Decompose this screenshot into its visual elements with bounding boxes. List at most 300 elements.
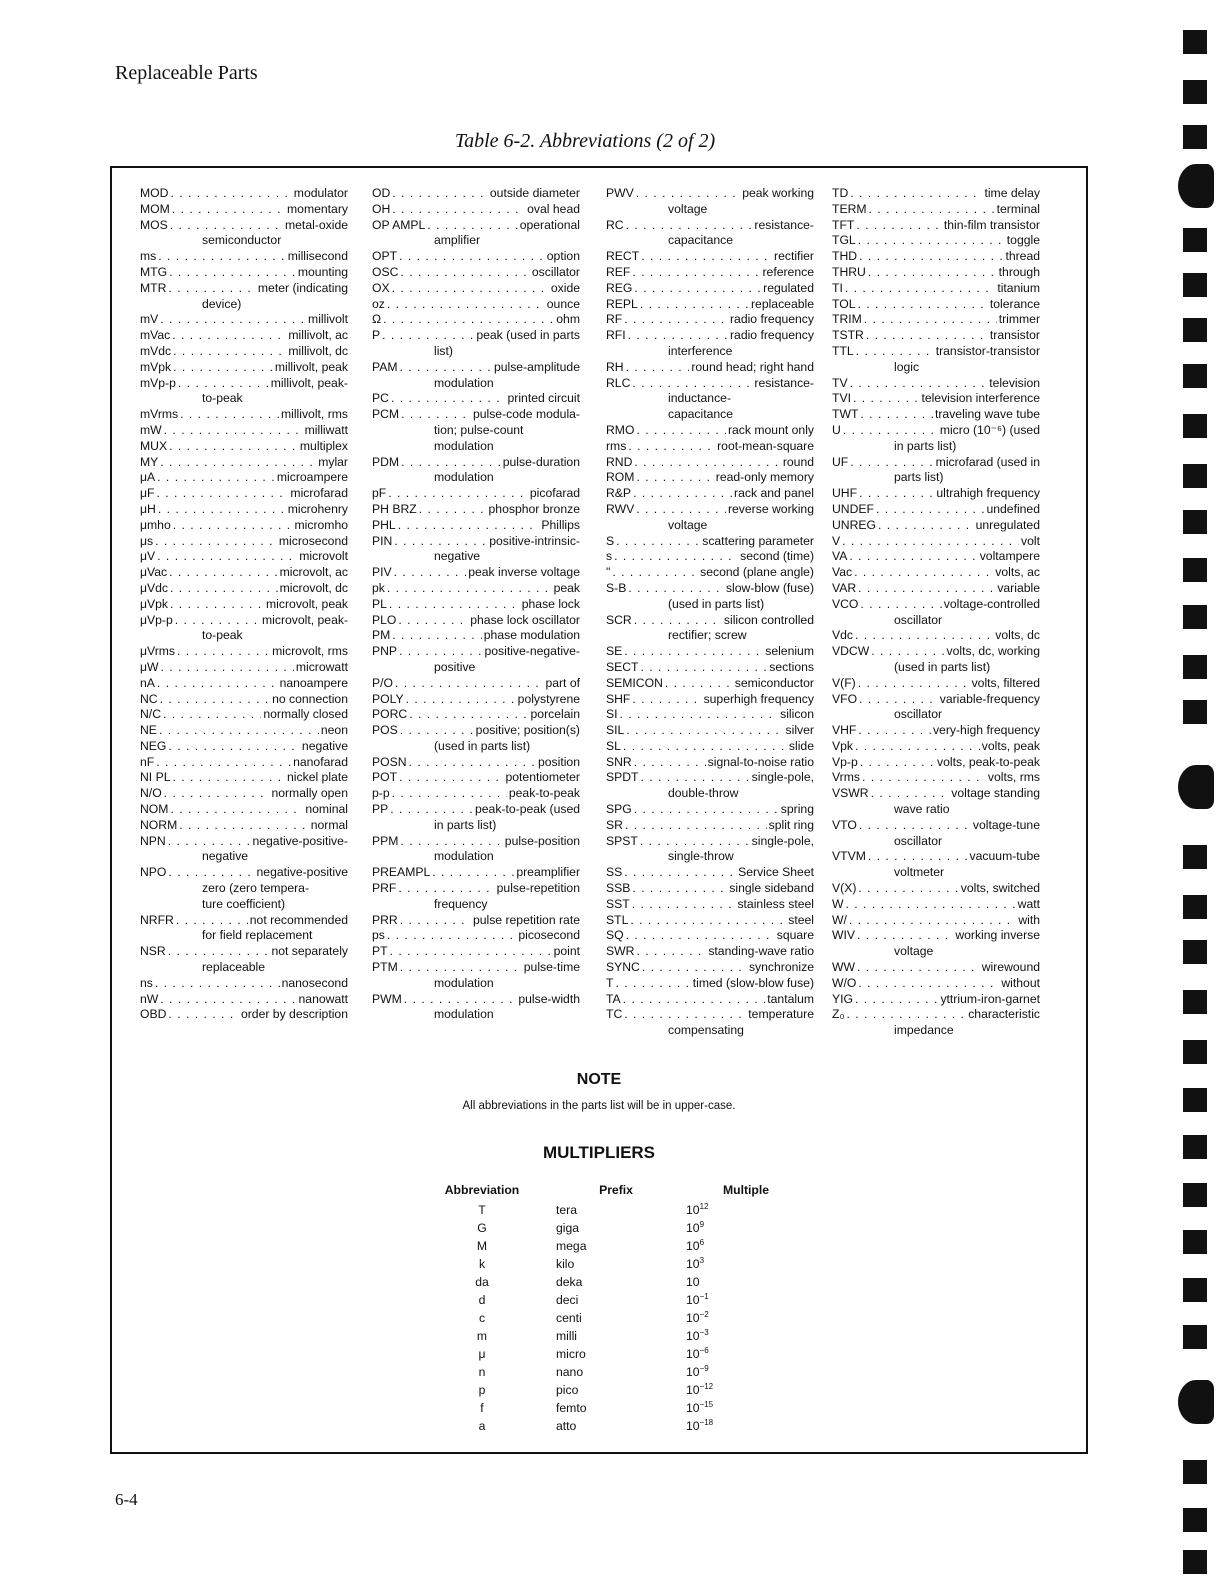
abbreviation-term: μH <box>140 501 156 516</box>
abbreviation-entry <box>140 423 348 439</box>
leader-dots <box>616 534 700 550</box>
entry-line <box>832 913 1040 929</box>
abbreviation-entry <box>606 249 814 265</box>
abbreviation-term: THD <box>832 249 858 264</box>
leader-dots <box>634 455 780 471</box>
abbreviation-term: PC <box>372 391 389 406</box>
leader-dots <box>160 692 270 708</box>
binder-mark <box>1183 318 1207 342</box>
entry-line <box>606 802 814 818</box>
entry-line <box>606 692 814 708</box>
abbreviation-term: TSTR <box>832 328 864 343</box>
abbreviation-term: S <box>606 533 615 548</box>
abbreviation-definition: signal-to-noise ratio <box>707 754 814 769</box>
multiplier-abbreviation: T <box>478 1203 486 1217</box>
leader-dots <box>632 881 727 897</box>
definition-continuation: interference <box>668 343 733 358</box>
entry-line <box>832 597 1040 613</box>
multiple-exponent: 12 <box>699 1202 709 1211</box>
abbreviation-entry <box>372 834 580 866</box>
abbreviation-entry <box>372 723 580 755</box>
abbreviation-entry <box>832 770 1040 786</box>
abbreviation-definition: not recommended <box>249 912 348 927</box>
entry-line <box>606 770 814 786</box>
abbreviation-term: TC <box>606 1007 623 1022</box>
abbreviation-entry <box>140 376 348 408</box>
abbreviation-entry <box>372 913 580 929</box>
entry-line <box>606 1007 814 1023</box>
leader-dots <box>620 707 779 723</box>
abbreviation-entry <box>140 770 348 786</box>
leader-dots <box>164 786 270 802</box>
entry-line <box>372 486 580 502</box>
entry-line <box>140 692 348 708</box>
abbreviation-entry <box>832 218 1040 234</box>
entry-line <box>372 502 580 518</box>
table-title: Table 6-2. Abbreviations (2 of 2) <box>454 130 716 152</box>
multiplier-abbreviation: m <box>476 1329 488 1343</box>
definition-continuation: modulation <box>434 975 494 990</box>
abbreviation-definition: volts, dc, working <box>946 644 1040 659</box>
abbreviation-definition: read-only memory <box>715 470 814 485</box>
abbreviation-definition: synchronize <box>748 960 814 975</box>
entry-line <box>832 549 1040 565</box>
leader-dots <box>155 976 280 992</box>
entry-line <box>140 186 348 202</box>
abbreviation-entry <box>372 676 580 692</box>
abbreviation-term: NI PL <box>140 770 171 785</box>
entry-line <box>606 992 814 1008</box>
abbreviation-term: MOD <box>140 186 169 200</box>
abbreviation-definition: wirewound <box>981 960 1040 975</box>
entry-line <box>140 202 348 218</box>
abbreviation-entry <box>832 881 1040 897</box>
abbreviation-definition: polystyrene <box>517 691 580 706</box>
leader-dots <box>855 739 980 755</box>
entry-line <box>606 470 814 486</box>
definition-continuation: device) <box>202 296 242 311</box>
abbreviation-entry <box>372 518 580 534</box>
leader-dots <box>628 439 715 455</box>
entry-line <box>606 312 814 328</box>
abbreviation-term: ns <box>140 975 153 990</box>
abbreviation-entry <box>832 202 1040 218</box>
leader-dots <box>640 834 750 850</box>
entry-line <box>372 992 580 1008</box>
abbreviation-entry <box>832 597 1040 629</box>
abbreviation-term: PL <box>372 596 387 611</box>
abbreviation-term: PTM <box>372 960 398 975</box>
leader-dots <box>856 218 941 234</box>
abbreviation-entry <box>606 1007 814 1039</box>
multiple-exponent: 3 <box>699 1256 705 1265</box>
abbreviation-entry <box>832 755 1040 771</box>
abbreviation-entry <box>606 328 814 360</box>
abbreviation-term: μF <box>140 486 155 501</box>
abbreviation-entry <box>140 439 348 455</box>
abbreviation-entry <box>140 328 348 344</box>
multiplier-multiple <box>676 1345 806 1363</box>
abbreviation-entry <box>606 423 814 439</box>
abbreviation-definition: slide <box>788 738 814 753</box>
abbreviation-entry <box>372 565 580 581</box>
leader-dots <box>850 455 933 471</box>
abbreviation-entry <box>606 312 814 328</box>
abbreviation-definition: nanoampere <box>279 675 348 690</box>
binder-mark <box>1183 1040 1207 1064</box>
entry-line <box>832 534 1040 550</box>
binder-hole <box>1178 765 1214 809</box>
binder-mark <box>1183 464 1207 488</box>
multiple-exponent: −3 <box>699 1328 709 1337</box>
binder-mark <box>1183 1325 1207 1349</box>
abbreviation-entry <box>832 534 1040 550</box>
multiple-exponent: −9 <box>699 1364 709 1373</box>
leader-dots <box>628 581 724 597</box>
entry-line <box>140 944 348 960</box>
leader-dots <box>158 249 285 265</box>
entry-line <box>832 676 1040 692</box>
entry-line <box>606 818 814 834</box>
abbreviation-term: NSR <box>140 944 166 959</box>
multiple-base: 10 <box>686 1257 700 1271</box>
abbreviation-entry <box>140 818 348 834</box>
leader-dots <box>641 770 750 786</box>
leader-dots <box>168 739 300 755</box>
abbreviation-definition: positive; position(s) <box>475 723 580 738</box>
entry-line <box>372 518 580 534</box>
entry-line <box>372 960 580 976</box>
leader-dots <box>399 644 482 660</box>
abbreviation-entry <box>372 992 580 1024</box>
leader-dots <box>170 581 278 597</box>
leader-dots <box>157 470 275 486</box>
leader-dots <box>850 376 988 392</box>
abbreviation-entry <box>372 755 580 771</box>
abbreviation-definition: titanium <box>997 280 1040 295</box>
abbreviation-term: PLO <box>372 612 397 627</box>
leader-dots <box>170 597 264 613</box>
abbreviation-entry <box>832 486 1040 502</box>
abbreviation-entry <box>140 802 348 818</box>
abbreviation-entry <box>372 360 580 392</box>
abbreviation-term: TA <box>606 991 621 1006</box>
abbreviation-term: PREAMPL <box>372 865 431 880</box>
multiplier-multiple <box>676 1237 806 1255</box>
abbreviation-entry <box>372 692 580 708</box>
binder-mark <box>1183 364 1207 388</box>
definition-continuation: ture coefficient) <box>202 896 286 911</box>
entry-line <box>606 549 814 565</box>
multiplier-prefix: kilo <box>556 1257 575 1271</box>
definition-continuation: list) <box>434 343 453 358</box>
abbreviation-term: ps <box>372 928 385 943</box>
entry-line <box>372 786 580 802</box>
entry-line <box>140 913 348 929</box>
abbreviation-definition: porcelain <box>530 707 580 722</box>
abbreviation-definition: nickel plate <box>287 770 348 785</box>
multiplier-prefix: mega <box>556 1239 587 1253</box>
abbreviation-definition: microampere <box>276 470 348 485</box>
multiplier-abbreviation: M <box>476 1239 488 1253</box>
abbreviation-definition: microvolt, peak <box>266 596 348 611</box>
entry-line <box>606 565 814 581</box>
binder-hole <box>1178 1380 1214 1424</box>
abbreviation-entry <box>832 423 1040 455</box>
abbreviation-term: S-B <box>606 580 627 595</box>
entry-line <box>832 455 1040 471</box>
abbreviation-term: SPST <box>606 833 638 848</box>
multiplier-row <box>432 1417 806 1435</box>
definition-continuation: rectifier; screw <box>668 628 747 643</box>
abbreviation-definition: metal-oxide <box>285 217 348 232</box>
abbreviation-definition: voltage standing <box>951 786 1040 801</box>
abbreviation-definition: picofarad <box>529 486 580 501</box>
leader-dots <box>395 676 543 692</box>
abbreviation-entry <box>832 407 1040 423</box>
abbreviation-term: PRF <box>372 881 397 896</box>
abbreviation-entry <box>832 186 1040 202</box>
abbreviation-entry <box>606 581 814 613</box>
definition-continuation: parts list) <box>894 470 944 485</box>
abbreviation-definition: negative-positive- <box>252 833 348 848</box>
abbreviation-term: μVpk <box>140 596 169 611</box>
abbreviation-definition: pulse-position <box>504 833 580 848</box>
leader-dots <box>876 502 984 518</box>
page-number: 6-4 <box>115 1490 138 1509</box>
abbreviation-term: TI <box>832 280 843 295</box>
abbreviation-entry <box>372 865 580 881</box>
abbreviation-entry <box>832 549 1040 565</box>
entry-line <box>140 739 348 755</box>
multiplier-abbreviation: k <box>478 1257 486 1271</box>
leader-dots <box>878 518 974 534</box>
multiplier-multiple <box>676 1255 806 1273</box>
multiple-exponent: 9 <box>699 1220 705 1229</box>
abbreviation-entry <box>140 281 348 313</box>
abbreviation-definition: multiplex <box>299 438 348 453</box>
multiple-exponent: −6 <box>699 1346 709 1355</box>
entry-line <box>372 565 580 581</box>
abbreviation-entry <box>606 692 814 708</box>
entry-line <box>372 865 580 881</box>
abbreviation-term: mV <box>140 312 159 327</box>
abbreviation-definition: nanosecond <box>281 975 348 990</box>
abbreviation-definition: with <box>1018 912 1040 927</box>
abbreviation-definition: single-pole, <box>751 770 814 785</box>
entry-line <box>832 739 1040 755</box>
abbreviation-entry <box>606 486 814 502</box>
multiplier-row <box>432 1381 806 1399</box>
multiplier-prefix: femto <box>556 1401 587 1415</box>
leader-dots <box>392 628 482 644</box>
abbreviation-term: TRIM <box>832 312 862 327</box>
leader-dots <box>871 786 950 802</box>
leader-dots <box>168 834 251 850</box>
abbreviation-entry <box>832 502 1040 518</box>
leader-dots <box>843 423 938 439</box>
multiplier-abbreviation: a <box>478 1419 486 1433</box>
abbreviation-definition: microvolt, peak- <box>261 612 348 627</box>
leader-dots <box>394 534 487 550</box>
abbreviation-term: Ω <box>372 312 382 327</box>
abbreviation-term: SI <box>606 707 618 722</box>
abbreviation-definition: peak (used in parts <box>476 328 580 343</box>
entry-line <box>140 439 348 455</box>
entry-line <box>832 202 1040 218</box>
abbreviation-term: mVac <box>140 328 171 343</box>
leader-dots <box>632 692 701 708</box>
abbreviation-entry <box>372 960 580 992</box>
leader-dots <box>636 186 740 202</box>
leader-dots <box>161 660 294 676</box>
entry-line <box>832 960 1040 976</box>
definition-continuation: double-throw <box>668 786 739 801</box>
leader-dots <box>173 360 273 376</box>
abbreviation-term: TTL <box>832 343 854 358</box>
entry-line <box>832 818 1040 834</box>
abbreviation-definition: voltampere <box>979 549 1040 564</box>
multiplier-prefix: centi <box>556 1311 582 1325</box>
abbreviation-entry <box>606 976 814 992</box>
leader-dots <box>168 1007 239 1023</box>
leader-dots <box>636 502 726 518</box>
leader-dots <box>612 565 698 581</box>
abbreviation-definition: terminal <box>996 201 1040 216</box>
leader-dots <box>406 692 516 708</box>
definition-continuation: oscillator <box>894 833 943 848</box>
multiplier-multiple <box>676 1327 806 1345</box>
entry-line <box>140 218 348 234</box>
entry-line <box>372 265 580 281</box>
abbreviation-entry <box>832 233 1040 249</box>
abbreviation-entry <box>606 818 814 834</box>
abbreviation-term: PCM <box>372 407 400 422</box>
abbreviation-column-3 <box>606 186 814 1039</box>
entry-line <box>606 439 814 455</box>
abbreviation-entry <box>140 707 348 723</box>
abbreviation-term: TERM <box>832 201 867 216</box>
abbreviation-term: s <box>606 549 613 564</box>
abbreviation-definition: microsecond <box>278 533 348 548</box>
leader-dots <box>394 565 467 581</box>
abbreviation-entry <box>606 549 814 565</box>
entry-line <box>140 770 348 786</box>
entry-line <box>372 249 580 265</box>
entry-line <box>372 218 580 234</box>
abbreviation-term: " <box>606 565 611 580</box>
entry-line <box>606 455 814 471</box>
entry-line <box>372 755 580 771</box>
multipliers-heading: MULTIPLIERS <box>542 1143 656 1162</box>
abbreviation-term: SL <box>606 738 621 753</box>
leader-dots <box>642 960 747 976</box>
leader-dots <box>626 218 753 234</box>
leader-dots <box>860 407 933 423</box>
abbreviation-term: RMO <box>606 422 635 437</box>
leader-dots <box>862 770 986 786</box>
leader-dots <box>845 281 995 297</box>
leader-dots <box>156 486 288 502</box>
abbreviation-term: RECT <box>606 249 640 264</box>
abbreviation-definition: regulated <box>763 280 814 295</box>
abbreviation-definition: watt <box>1017 896 1040 911</box>
leader-dots <box>641 249 772 265</box>
abbreviation-definition: variable <box>997 580 1040 595</box>
abbreviation-entry <box>606 376 814 423</box>
abbreviation-definition: positive-intrinsic- <box>489 533 580 548</box>
abbreviation-term: μA <box>140 470 156 485</box>
leader-dots <box>156 755 291 771</box>
leader-dots <box>860 597 941 613</box>
leader-dots <box>387 581 552 597</box>
abbreviation-entry <box>606 739 814 755</box>
leader-dots <box>172 770 285 786</box>
entry-line <box>606 502 814 518</box>
abbreviation-definition: volts, peak-to-peak <box>937 754 1040 769</box>
definition-continuation: to-peak <box>202 628 243 643</box>
abbreviation-entry <box>606 265 814 281</box>
abbreviation-term: Vdc <box>832 628 854 643</box>
definition-continuation: wave ratio <box>894 802 950 817</box>
abbreviation-term: T <box>606 975 614 990</box>
abbreviation-entry <box>372 944 580 960</box>
abbreviation-term: Z₀ <box>832 1007 845 1022</box>
abbreviation-entry <box>832 391 1040 407</box>
abbreviation-entry <box>372 218 580 250</box>
binder-mark <box>1183 228 1207 252</box>
abbreviation-term: pk <box>372 580 385 595</box>
entry-line <box>832 644 1040 660</box>
abbreviation-definition: pulse-width <box>518 991 580 1006</box>
leader-dots <box>854 565 993 581</box>
binder-mark <box>1183 80 1207 104</box>
leader-dots <box>180 407 279 423</box>
leader-dots <box>169 565 277 581</box>
binder-mark <box>1183 1230 1207 1254</box>
abbreviation-entry <box>606 660 814 676</box>
entry-line <box>372 881 580 897</box>
abbreviation-definition: phase lock <box>521 596 580 611</box>
abbreviation-entry <box>606 881 814 897</box>
abbreviation-term: REG <box>606 280 633 295</box>
entry-line <box>832 928 1040 944</box>
abbreviation-definition: silicon controlled <box>723 612 814 627</box>
abbreviation-entry <box>606 723 814 739</box>
leader-dots <box>858 976 999 992</box>
abbreviation-entry <box>140 865 348 912</box>
leader-dots <box>868 849 968 865</box>
abbreviation-definition: characteristic <box>968 1007 1040 1022</box>
abbreviation-entry <box>140 312 348 328</box>
leader-dots <box>860 755 935 771</box>
abbreviation-entry <box>140 186 348 202</box>
leader-dots <box>624 312 728 328</box>
abbreviation-term: WIV <box>832 928 856 943</box>
abbreviation-definition: mylar <box>318 454 348 469</box>
leader-dots <box>170 186 291 202</box>
abbreviation-definition: thread <box>1005 249 1040 264</box>
abbreviation-definition: microvolt <box>299 549 348 564</box>
abbreviation-term: REPL <box>606 296 638 311</box>
entry-line <box>606 581 814 597</box>
entry-line <box>832 755 1040 771</box>
abbreviation-term: MUX <box>140 438 168 453</box>
leader-dots <box>871 644 944 660</box>
abbreviation-term: MTG <box>140 264 168 279</box>
abbreviation-definition: peak <box>553 580 580 595</box>
abbreviation-definition: working inverse <box>955 928 1040 943</box>
